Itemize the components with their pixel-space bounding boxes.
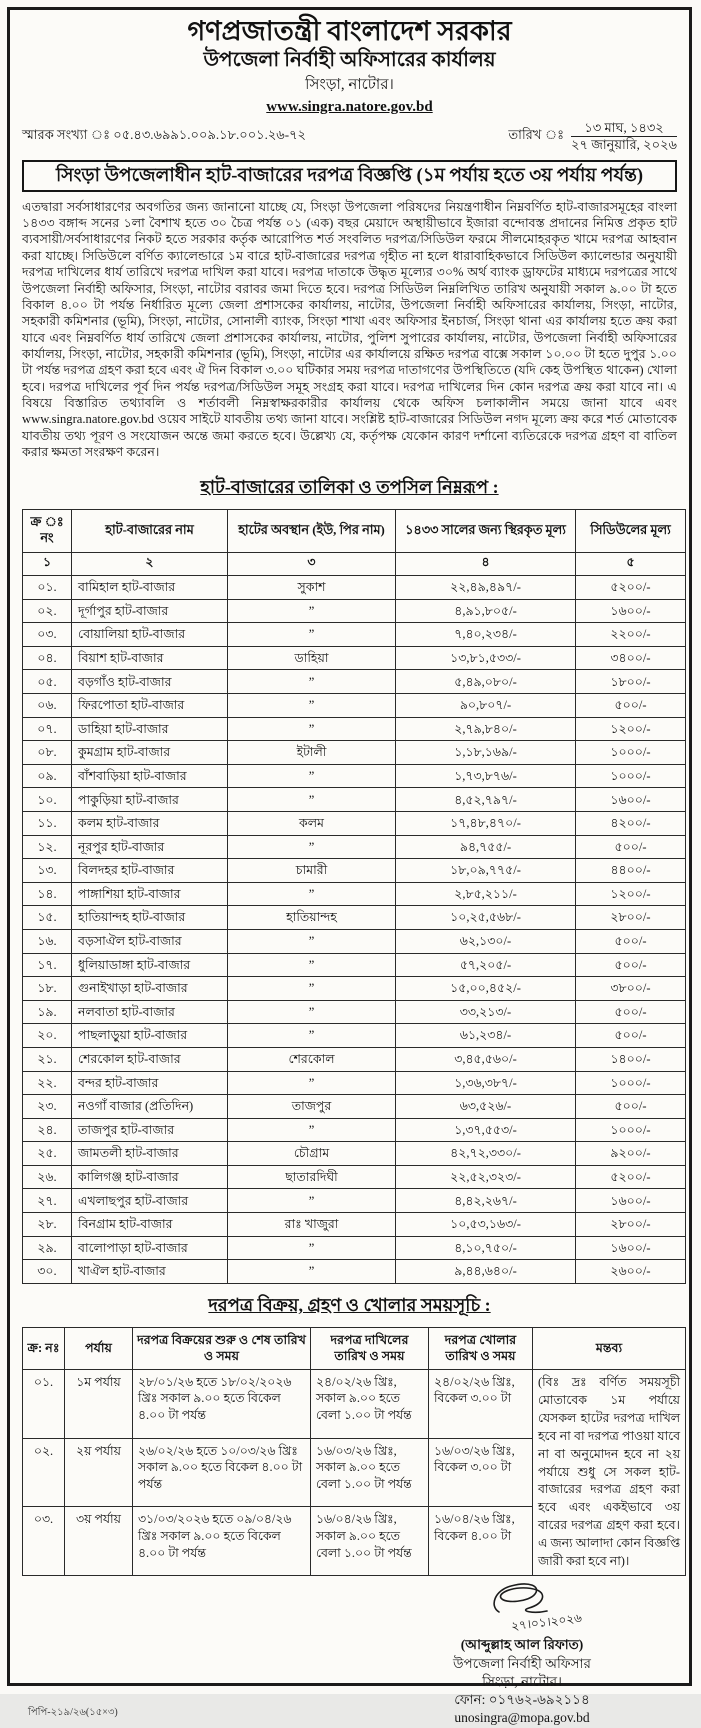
table-row — [23, 1189, 686, 1213]
cell-sale: ৩১/০৩/২০২৬ হতে ০৯/০৪/২৬ খ্রিঃ সকাল ৯.০০ হতে বিকেল ৪.০০ টা পর্যন্ত — [133, 1507, 311, 1576]
cell-value: ৪,৫২,৭৯৭/- — [396, 788, 576, 812]
cell-location: ” — [228, 623, 396, 647]
cell-value: ১,৩৬,৩৮৭/- — [396, 1071, 576, 1095]
notice-body-paragraph: এতদ্বারা সর্বসাধারণের অবগতির জন্য জানানো যাচ্ছে যে, সিংড়া উপজেলা পরিষদের নিয়ন্ত্রণাধীন নিম্নবর্ণিত হাট-বাজারসমূহের বাংলা ১৪৩৩ বঙ্গাব্দ সনের ১লা বৈশাখ হতে ৩০ চৈত্র পর্যন্ত ০১ (এক) বছর মেয়াদে অস্থায়ীভাবে ইজারা বন্দোবস্ত প্রদানের নিমিত্ত প্রকৃত হাট ব্যবসায়ী/সর্বসাধারণের নিকট হতে সরকার কর্তৃক আরোপিত শর্ত সংবলিত দরপত্র/সিডিউল ফরমে সীলমোহরকৃত খামে দরপত্র আহবান করা যাচ্ছে। সিডিউলে বর্ণিত ক্যালেন্ডারে ১ম বারে হাট-বাজারের দরপত্র গৃহীত না হলে ধারাবাহিকভাবে সিডিউল ক্যালেন্ডার অনুযায়ী দরপত্র দাখিলের ধার্য তারিখে দরপত্র দাখিল করা যাবে। দরপত্র দাতাকে উদ্ধৃত মূল্যের ৩০% অর্থ ব্যাংক ড্রাফটের মাধ্যমে দরপত্রের সাথে উপজেলা নির্বাহী অফিসার, সিংড়া, নাটোর বরাবর জমা দিতে হবে। দরপত্র সিডিউল নিম্নলিখিত তারিখ অনুযায়ী সকাল ৯.০০ টা হতে বিকাল ৪.০০ টা পর্যন্ত নির্ধারিত মূল্যে জেলা প্রশাসকের কার্যালয়, নাটোর, উপজেলা নির্বাহী অফিসারের কার্যালয়, সিংড়া, নাটোর, সহকারী কমিশনার (ভূমি), সিংড়া, নাটোর, সোনালী ব্যাংক, সিংড়া শাখা এবং অফিসার ইনচার্জ, সিংড়া থানা এর কার্যালয় হতে ক্রয় করা যাবে এবং নিম্নবর্ণিত ধার্য তারিখে জেলা প্রশাসকের কার্যালয়, নাটোর, পুলিশ সুপারের কার্যালয়, নাটোর, উপজেলা নির্বাহী অফিসারের কার্যালয়, সিংড়া, নাটোর, সহকারী কমিশনার (ভূমি), সিংড়া, নাটোর এর কার্যালয়ে রক্ষিত দরপত্র বাক্সে সকাল ১০.০০ টা হতে দুপুর ১.০০ টা পর্যন্ত দরপত্র গ্রহণ করা হবে এবং ঐ দিন বিকাল ৩.০০ ঘটিকার সময় দরপত্র দাতাগণের উপস্থিতিতে (যদি কেহ উপস্থিত থাকেন) খোলা হবে। দরপত্র দাখিলের পূর্ব দিন পর্যন্ত দরপত্র/সিডিউল সমূহ সংগ্রহ করা যাবে। দরপত্র দাখিলের দিন কোন দরপত্র ক্রয় করা যাবে না। এ বিষয়ে বিস্তারিত তথ্যাবলি ও শর্তাবলী নিম্নস্বাক্ষরকারীর কার্যালয় থেকে অফিস চলাকালীন সময়ে জানা যাবে এবং www.singra.natore.gov.bd ওয়েব সাইটে যাবতীয় তথ্য জানা যাবে। সংশ্লিষ্ট হাট-বাজারের সিডিউল নগদ মূল্যে ক্রয় করে শর্ত মোতাবেক যাবতীয় তথ্য পূরণ ও সংযোজন অন্তে জমা করতে হবে। উল্লেখ্য যে, কর্তৃপক্ষ যেকোন কারণ দর্শানো ব্যতিরেকে দরপত্র গ্রহণ বা বাতিল করার ক্ষমতা সংরক্ষণ করেন। — [22, 199, 677, 460]
schedule-table-title: দরপত্র বিক্রয়, গ্রহণ ও খোলার সময়সূচি : — [208, 1294, 491, 1315]
cell-schedule: ৫০০/- — [576, 1024, 686, 1048]
cell-location: চৌগ্রাম — [228, 1142, 396, 1166]
market-table-title: হাট-বাজারের তালিকা ও তপসিল নিম্নরূপ : — [200, 477, 499, 498]
cell-value: ৫৭,২০৫/- — [396, 953, 576, 977]
col-serial: ক্র ঃ নং — [23, 510, 72, 553]
cell-sl: ২১. — [23, 1047, 72, 1071]
cell-name: নূরপুর হাট-বাজার — [72, 835, 228, 859]
cell-sl: ০৮. — [23, 741, 72, 765]
cell-name: পাছলাড়ুয়া হাট-বাজার — [72, 1024, 228, 1048]
cell-value: ৪,১০,৭৫০/- — [396, 1236, 576, 1260]
table-row — [23, 1024, 686, 1048]
cell-value: ১,৭৩,৮৭৬/- — [396, 764, 576, 788]
cell-location: ” — [228, 882, 396, 906]
cell-name: বালোপাড়া হাট-বাজার — [72, 1236, 228, 1260]
cell-sl: ১৭. — [23, 953, 72, 977]
government-title: গণপ্রজাতন্ত্রী বাংলাদেশ সরকার — [187, 16, 512, 46]
signatory-designation: উপজেলা নির্বাহী অফিসার — [453, 1655, 591, 1671]
cell-schedule: ২৮০০/- — [576, 906, 686, 930]
cell-name: নলবাতা হাট-বাজার — [72, 1000, 228, 1024]
cell-sl: ১২. — [23, 835, 72, 859]
signatory-address: সিংড়া, নাটোর। — [482, 1673, 562, 1689]
date-label: তারিখ ঃ — [508, 127, 565, 143]
signatory-email[interactable]: unosingra@mopa.gov.bd — [454, 1710, 590, 1726]
cell-sl: ২৬. — [23, 1165, 72, 1189]
cell-value: ২,৮৫,২১১/- — [396, 882, 576, 906]
cell-submit: ১৬/০৪/২৬ খ্রিঃ, সকাল ৯.০০ হতে বেলা ১.০০ টা পর্যন্ত — [311, 1507, 429, 1576]
cell-value: ৬১,২৩৪/- — [396, 1024, 576, 1048]
col-num-2: ২ — [72, 553, 228, 576]
cell-schedule: ৫০০/- — [576, 694, 686, 718]
table-row — [23, 788, 686, 812]
table-row — [23, 623, 686, 647]
cell-sl: ০১. — [23, 1369, 65, 1438]
cell-schedule: ৫০০/- — [576, 1095, 686, 1119]
cell-location: ” — [228, 764, 396, 788]
cell-sale: ২৮/০১/২৬ হতে ১৮/০২/২০২৬ খ্রিঃ সকাল ৯.০০ হতে বিকেল ৪.০০ টা পর্যন্ত — [133, 1369, 311, 1438]
market-list-table — [22, 509, 686, 1284]
cell-sale: ২৬/০২/২৬ হতে ১০/০৩/২৬ খ্রিঃ সকাল ৯.০০ হতে বিকেল ৪.০০ টা পর্যন্ত — [133, 1438, 311, 1507]
cell-value: ১,১৮,১৬৯/- — [396, 741, 576, 765]
cell-sl: ১৯. — [23, 1000, 72, 1024]
cell-submit: ১৬/০৩/২৬ খ্রিঃ, সকাল ৯.০০ হতে বেলা ১.০০ টা পর্যন্ত — [311, 1438, 429, 1507]
office-address: সিংড়া, নাটোর। — [305, 77, 394, 94]
col-remark: মন্তব্য — [533, 1327, 686, 1369]
cell-phase: ২য় পর্যায় — [65, 1438, 133, 1507]
cell-value: ২২,৫২,৩২৩/- — [396, 1165, 576, 1189]
date-block — [508, 120, 677, 154]
cell-sl: ২০. — [23, 1024, 72, 1048]
date-gregorian: ২৭ জানুয়ারি, ২০২৬ — [571, 137, 677, 153]
cell-location: ” — [228, 1000, 396, 1024]
cell-location: ডাহিয়া — [228, 646, 396, 670]
cell-schedule: ৫২০০/- — [576, 1165, 686, 1189]
col-serial: ক্র: নঃ — [23, 1327, 65, 1369]
cell-location: ” — [228, 788, 396, 812]
cell-name: ডাহিয়া হাট-বাজার — [72, 717, 228, 741]
handwritten-date: ২৭।০১।২০২৬ — [510, 1611, 583, 1634]
cell-name: বড়গাঁও হাট-বাজার — [72, 670, 228, 694]
table-row — [23, 599, 686, 623]
col-location: হাটের অবস্থান (ইউ, পির নাম) — [228, 510, 396, 553]
cell-schedule: ১৬০০/- — [576, 1236, 686, 1260]
cell-location: ” — [228, 929, 396, 953]
cell-sl: ১৬. — [23, 929, 72, 953]
remark-cell: (বিঃ দ্রঃ বর্ণিত সময়সূচী মোতাবেক ১ম পর্যায়ে যেসকল হাটের দরপত্র দাখিল হবে না বা দরপত্র পাওয়া যাবে না বা অনুমোদন হবে না ২য় পর্যায়ে শুধু সে সকল হাট-বাজারের দরপত্র গ্রহণ করা হবে এবং একইভাবে ৩য় বারের দরপত্র গ্রহণ করা হবে। এ জন্য আলাদা কোন বিজ্ঞপ্তি জারী করা হবে না)। — [533, 1369, 686, 1576]
cell-sl: ২৪. — [23, 1118, 72, 1142]
cell-location: কলম — [228, 811, 396, 835]
cell-schedule: ৫০০/- — [576, 953, 686, 977]
cell-name: কুমগ্রাম হাট-বাজার — [72, 741, 228, 765]
table-row — [23, 1047, 686, 1071]
col-schedule-price: সিডিউলের মূল্য — [576, 510, 686, 553]
cell-location: ” — [228, 1024, 396, 1048]
cell-location: হাতিয়ান্দহ — [228, 906, 396, 930]
market-table-header — [23, 510, 686, 576]
press-code: পিপি-২১৯/২৬(১৫×৩) — [28, 1707, 118, 1719]
cell-open: ২৪/০২/২৬ খ্রিঃ, বিকেল ৩.০০ টা — [429, 1369, 533, 1438]
letterhead — [22, 16, 677, 116]
table-row — [23, 1095, 686, 1119]
date-values — [571, 120, 677, 154]
cell-value: ১৩,৮১,৫৩৩/- — [396, 646, 576, 670]
table-row — [23, 953, 686, 977]
cell-name: তাজপুর হাট-বাজার — [72, 1118, 228, 1142]
cell-location: রাঃ খাজুরা — [228, 1213, 396, 1237]
memo-number — [22, 126, 306, 147]
cell-open: ১৬/০৩/২৬ খ্রিঃ, বিকেল ৩.০০ টা — [429, 1438, 533, 1507]
cell-name: শেরকোল হাট-বাজার — [72, 1047, 228, 1071]
col-opening: দরপত্র খোলার তারিখ ও সময় — [429, 1327, 533, 1369]
footer — [22, 1578, 677, 1728]
cell-value: ৪,৪২,২৬৭/- — [396, 1189, 576, 1213]
col-market-name: হাট-বাজারের নাম — [72, 510, 228, 553]
cell-name: বোয়ালিয়া হাট-বাজার — [72, 623, 228, 647]
cell-schedule: ৯২০০/- — [576, 1142, 686, 1166]
tender-schedule-table — [22, 1327, 686, 1577]
cell-sl: ১৩. — [23, 859, 72, 883]
cell-sl: ২৫. — [23, 1142, 72, 1166]
cell-sl: ০২. — [23, 599, 72, 623]
cell-sl: ০৫. — [23, 670, 72, 694]
cell-name: পাকুড়িয়া হাট-বাজার — [72, 788, 228, 812]
table-row — [23, 906, 686, 930]
cell-location: সুকাশ — [228, 576, 396, 600]
schedule-table-header — [23, 1327, 686, 1369]
signature-block — [407, 1578, 637, 1727]
cell-value: ৪২,৭২,৩৩০/- — [396, 1142, 576, 1166]
cell-sl: ০৬. — [23, 694, 72, 718]
cell-sl: ০৯. — [23, 764, 72, 788]
cell-sl: ২৭. — [23, 1189, 72, 1213]
cell-value: ১৭,৪৮,৪৭০/- — [396, 811, 576, 835]
table-row — [23, 764, 686, 788]
table-row — [23, 670, 686, 694]
cell-schedule: ১৬০০/- — [576, 788, 686, 812]
cell-location: ছাতারদিঘী — [228, 1165, 396, 1189]
col-sale-period: দরপত্র বিক্রয়ের শুরু ও শেষ তারিখ ও সময় — [133, 1327, 311, 1369]
cell-value: ৪,৯১,৮০৫/- — [396, 599, 576, 623]
cell-name: বিনগ্রাম হাট-বাজার — [72, 1213, 228, 1237]
cell-sl: ২৮. — [23, 1213, 72, 1237]
table-row — [23, 1118, 686, 1142]
table-row — [23, 835, 686, 859]
cell-sl: ১৪. — [23, 882, 72, 906]
cell-value: ৩৩,২১৩/- — [396, 1000, 576, 1024]
cell-schedule: ২২০০/- — [576, 623, 686, 647]
table-row — [23, 1213, 686, 1237]
cell-value: ৯৪,৭৫৫/- — [396, 835, 576, 859]
cell-schedule: ৫০০/- — [576, 929, 686, 953]
table-row — [23, 811, 686, 835]
col-num-4: ৪ — [396, 553, 576, 576]
cell-sl: ১১. — [23, 811, 72, 835]
cell-schedule: ২৮০০/- — [576, 1213, 686, 1237]
cell-location: ” — [228, 1118, 396, 1142]
cell-location: ইটালী — [228, 741, 396, 765]
cell-location: ” — [228, 977, 396, 1001]
cell-sl: ০৭. — [23, 717, 72, 741]
cell-value: ৭,৪০,২৩৪/- — [396, 623, 576, 647]
cell-name: নওগাঁ বাজার (প্রতিদিন) — [72, 1095, 228, 1119]
page-border-frame — [7, 7, 692, 1726]
memo-label: স্মারক সংখ্যা ঃ — [22, 127, 111, 143]
cell-value: ১০,২৫,৫৬৮/- — [396, 906, 576, 930]
cell-name: গুনাইখাড়া হাট-বাজার — [72, 977, 228, 1001]
cell-location: চামারী — [228, 859, 396, 883]
date-bangla: ১৩ মাঘ, ১৪৩২ — [571, 120, 677, 137]
signatory-name: (আব্দুল্লাহ আল রিফাত) — [460, 1637, 584, 1653]
cell-sl: ৩০. — [23, 1260, 72, 1284]
cell-schedule: ৩৮০০/- — [576, 977, 686, 1001]
cell-schedule: ১০০০/- — [576, 1118, 686, 1142]
cell-schedule: ১০০০/- — [576, 764, 686, 788]
cell-schedule: ১৪০০/- — [576, 1047, 686, 1071]
col-submission: দরপত্র দাখিলের তারিখ ও সময় — [311, 1327, 429, 1369]
cell-name: দূর্গাপুর হাট-বাজার — [72, 599, 228, 623]
cell-value: ৬২,১৩০/- — [396, 929, 576, 953]
cell-sl: ০১. — [23, 576, 72, 600]
cell-schedule: ১০০০/- — [576, 1071, 686, 1095]
cell-schedule: ৪৪০০/- — [576, 859, 686, 883]
cell-schedule: ১০০০/- — [576, 741, 686, 765]
cell-open: ১৬/০৪/২৬ খ্রিঃ, বিকেল ৪.০০ টা — [429, 1507, 533, 1576]
cell-schedule: ৫০০/- — [576, 835, 686, 859]
cell-name: এখলাছপুর হাট-বাজার — [72, 1189, 228, 1213]
cell-value: ৬৩,৫২৬/- — [396, 1095, 576, 1119]
cell-sl: ২৯. — [23, 1236, 72, 1260]
col-phase: পর্যায় — [65, 1327, 133, 1369]
cell-name: পাঙ্গাশিয়া হাট-বাজার — [72, 882, 228, 906]
cell-location: ” — [228, 1189, 396, 1213]
notice-title: সিংড়া উপজেলাধীন হাট-বাজারের দরপত্র বিজ্ঞপ্তি (১ম পর্যায় হতে ৩য় পর্যায় পর্যন্ত) — [22, 160, 677, 192]
cell-name: বিয়াশ হাট-বাজার — [72, 646, 228, 670]
cell-location: তাজপুর — [228, 1095, 396, 1119]
table-row — [23, 576, 686, 600]
cell-location: ” — [228, 835, 396, 859]
cell-value: ২,৭৯,৮৪০/- — [396, 717, 576, 741]
cell-schedule: ৫২০০/- — [576, 576, 686, 600]
table-row — [23, 694, 686, 718]
cell-name: কলম হাট-বাজার — [72, 811, 228, 835]
table-row — [23, 646, 686, 670]
cell-value: ৯০,৮০৭/- — [396, 694, 576, 718]
cell-name: হাতিয়ান্দহ হাট-বাজার — [72, 906, 228, 930]
cell-name: ধুলিয়াডাঙ্গা হাট-বাজার — [72, 953, 228, 977]
table-row — [23, 1000, 686, 1024]
table-row — [23, 1260, 686, 1284]
table-row — [23, 1142, 686, 1166]
cell-value: ২২,৪৯,৪৯৭/- — [396, 576, 576, 600]
cell-name: জামতলী হাট-বাজার — [72, 1142, 228, 1166]
office-title: উপজেলা নির্বাহী অফিসারের কার্যালয় — [203, 49, 496, 72]
col-fixed-value: ১৪৩৩ সালের জন্য স্থিরকৃত মূল্য — [396, 510, 576, 553]
market-table-body — [23, 576, 686, 1284]
table-row — [23, 1236, 686, 1260]
cell-schedule: ১৬০০/- — [576, 599, 686, 623]
cell-schedule: ৫০০/- — [576, 1000, 686, 1024]
cell-sl: ১৮. — [23, 977, 72, 1001]
cell-schedule: ১২০০/- — [576, 717, 686, 741]
cell-phase: ১ম পর্যায় — [65, 1369, 133, 1438]
cell-value: ৩,৪৫,৫৬০/- — [396, 1047, 576, 1071]
cell-location: ” — [228, 1071, 396, 1095]
cell-schedule: ৩৪০০/- — [576, 646, 686, 670]
table-row — [23, 717, 686, 741]
table-row — [23, 859, 686, 883]
cell-name: কালিগঞ্জ হাট-বাজার — [72, 1165, 228, 1189]
cell-name: বাঁশবাড়িয়া হাট-বাজার — [72, 764, 228, 788]
cell-location: ” — [228, 717, 396, 741]
table-row — [23, 741, 686, 765]
cell-schedule: ১৮০০/- — [576, 670, 686, 694]
cell-value: ১৫,০০,৪৫২/- — [396, 977, 576, 1001]
memo-date-row — [22, 120, 677, 154]
cell-value: ১,৩৭,৫৫৩/- — [396, 1118, 576, 1142]
cell-schedule: ১২০০/- — [576, 882, 686, 906]
table-row — [23, 977, 686, 1001]
schedule-table-body — [23, 1369, 686, 1576]
table-row — [23, 1071, 686, 1095]
cell-value: ১৮,০৯,৭৭৫/- — [396, 859, 576, 883]
col-num-3: ৩ — [228, 553, 396, 576]
cell-phase: ৩য় পর্যায় — [65, 1507, 133, 1576]
table-row — [23, 1165, 686, 1189]
cell-value: ৫,৪৯,০৮০/- — [396, 670, 576, 694]
memo-value: ০৫.৪৩.৬৯৯১.০০৯.১৮.০০১.২৬-৭২ — [113, 127, 306, 143]
cell-location: ” — [228, 1260, 396, 1284]
cell-sl: ১০. — [23, 788, 72, 812]
signature-area — [407, 1578, 637, 1636]
cell-location: ” — [228, 694, 396, 718]
cell-location: ” — [228, 599, 396, 623]
cell-name: খাঐল হাট-বাজার — [72, 1260, 228, 1284]
cell-name: বড়সাঐল হাট-বাজার — [72, 929, 228, 953]
cell-sl: ০৩. — [23, 623, 72, 647]
cell-sl: ২৩. — [23, 1095, 72, 1119]
cell-location: ” — [228, 1236, 396, 1260]
cell-location: ” — [228, 953, 396, 977]
cell-name: বামিহাল হাট-বাজার — [72, 576, 228, 600]
cell-sl: ০৪. — [23, 646, 72, 670]
table-row — [23, 929, 686, 953]
col-num-5: ৫ — [576, 553, 686, 576]
cell-location: ” — [228, 670, 396, 694]
website-link[interactable]: www.singra.natore.gov.bd — [266, 99, 433, 116]
table-row — [23, 882, 686, 906]
cell-schedule: ১৬০০/- — [576, 1189, 686, 1213]
cell-sl: ২২. — [23, 1071, 72, 1095]
cell-value: ১০,৫৩,১৬৩/- — [396, 1213, 576, 1237]
cell-schedule: ৪২০০/- — [576, 811, 686, 835]
cell-name: ফিরপোতা হাট-বাজার — [72, 694, 228, 718]
cell-value: ৯,৪৪,৬৪০/- — [396, 1260, 576, 1284]
column-number-row — [23, 553, 686, 576]
cell-name: বিলদহর হাট-বাজার — [72, 859, 228, 883]
cell-submit: ২৪/০২/২৬ খ্রিঃ, সকাল ৯.০০ হতে বেলা ১.০০ টা পর্যন্ত — [311, 1369, 429, 1438]
signatory-phone: ফোন: ০১৭৬২-৬৯২১১৪ — [454, 1692, 590, 1708]
cell-sl: ১৫. — [23, 906, 72, 930]
cell-sl: ০৩. — [23, 1507, 65, 1576]
table-row — [23, 1369, 686, 1438]
cell-sl: ০২. — [23, 1438, 65, 1507]
cell-location: শেরকোল — [228, 1047, 396, 1071]
cell-schedule: ২৬০০/- — [576, 1260, 686, 1284]
cell-name: বন্দর হাট-বাজার — [72, 1071, 228, 1095]
col-num-1: ১ — [23, 553, 72, 576]
